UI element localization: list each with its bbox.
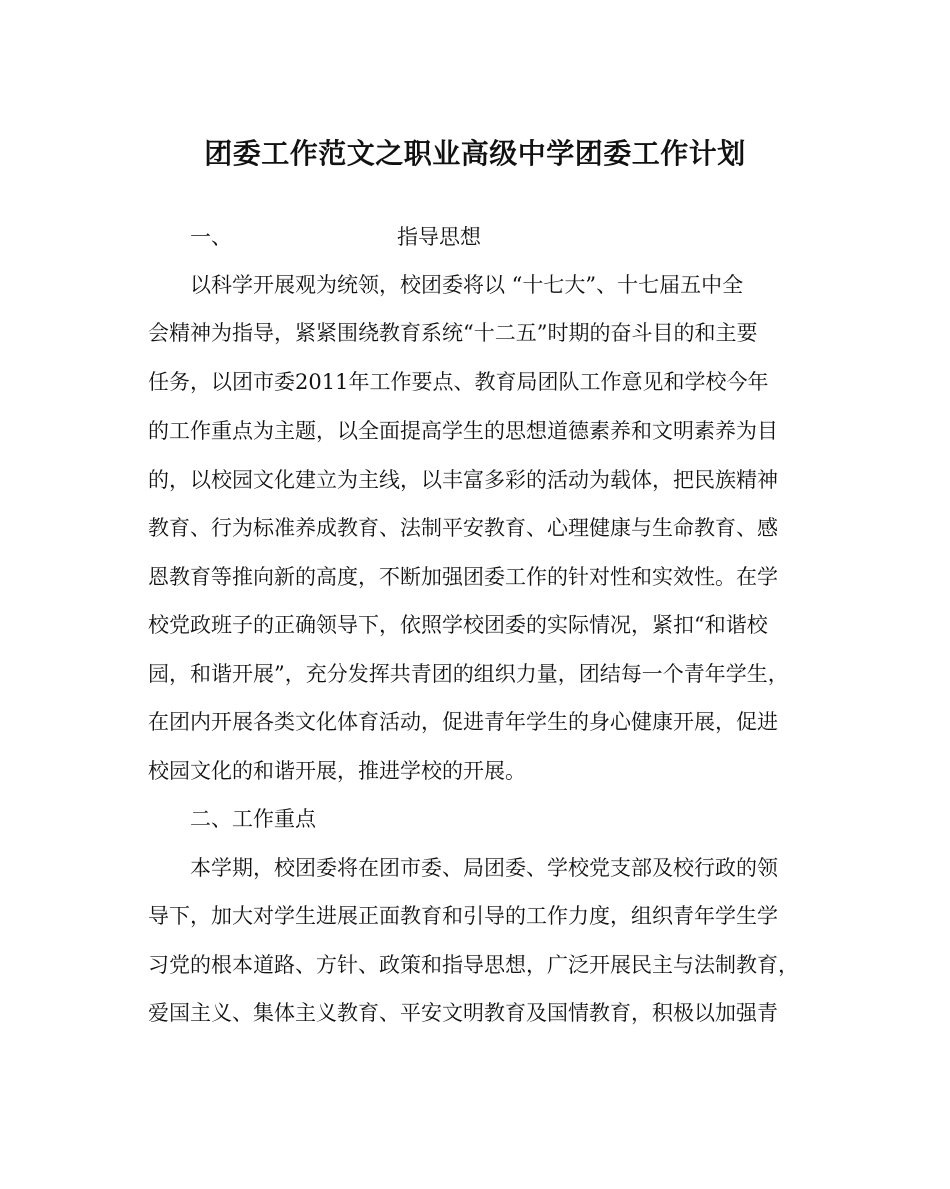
paragraph1-line: 的工作重点为主题，以全面提高学生的思想道德素养和文明素养为目 <box>148 419 778 443</box>
paragraph1-line: 校党政班子的正确领导下，依照学校团委的实际情况，紧扣“和谐校 <box>148 613 768 637</box>
paragraph2-line: 导下，加大对学生进展正面教育和引导的工作力度，组织青年学生学 <box>148 904 778 928</box>
paragraph1-line: 恩教育等推向新的高度，不断加强团委工作的针对性和实效性。在学 <box>148 565 778 589</box>
paragraph2-line: 本学期，校团委将在团市委、局团委、学校党支部及校行政的领 <box>190 856 778 880</box>
paragraph1-line: 的，以校园文化建立为主线，以丰富多彩的活动为载体，把民族精神 <box>148 468 778 492</box>
paragraph1-line: 任务，以团市委2011年工作要点、教育局团队工作意见和学校今年 <box>148 370 769 394</box>
paragraph2-line: 习党的根本道路、方针、政策和指导思想，广泛开展民主与法制教育， <box>148 953 799 977</box>
section1-heading: 指导思想 <box>397 225 481 249</box>
paragraph1-line: 在团内开展各类文化体育活动，促进青年学生的身心健康开展，促进 <box>148 710 778 734</box>
section2-heading: 二、工作重点 <box>190 807 316 831</box>
paragraph1-line: 校园文化的和谐开展，推进学校的开展。 <box>148 759 526 783</box>
section1-number: 一、 <box>190 225 232 249</box>
paragraph1-line: 以科学开展观为统领，校团委将以 “十七大”、十七届五中全 <box>190 273 744 297</box>
paragraph1-line: 会精神为指导，紧紧围绕教育系统“十二五”时期的奋斗目的和主要 <box>148 321 758 345</box>
paragraph1-line: 园，和谐开展”，充分发挥共青团的组织力量，团结每一个青年学生， <box>148 662 789 686</box>
paragraph2-line: 爱国主义、集体主义教育、平安文明教育及国情教育，积极以加强青 <box>148 1001 778 1025</box>
paragraph1-line: 教育、行为标准养成教育、法制平安教育、心理健康与生命教育、感 <box>148 516 778 540</box>
document-title: 团委工作范文之职业高级中学团委工作计划 <box>204 137 746 170</box>
